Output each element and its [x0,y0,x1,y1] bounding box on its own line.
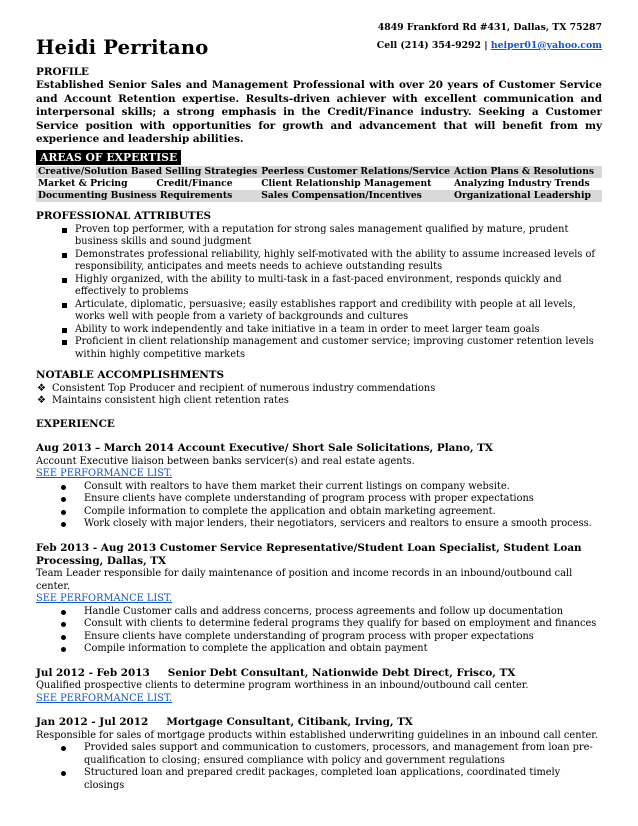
resume-page [36,14,602,792]
list-item: Consult with realtors to have them market their current listings on company website. [36,481,602,494]
list-item: Compile information to complete the application and obtain marketing agreement. [36,506,602,519]
square-bullet-icon [62,328,67,333]
round-bullet-icon [61,510,66,515]
round-bullet-icon [61,746,66,751]
expertise-row [36,166,602,178]
job-description: Account Executive liaison between banks servicer(s) and real estate agents. [36,455,415,467]
email-link[interactable]: heiper01@yahoo.com [490,40,602,51]
job-entry [36,716,602,792]
round-bullet-icon [61,771,66,776]
expertise-table [36,166,602,202]
expertise-cell: Analyzing Industry Trends [454,178,590,190]
job-entry [36,442,602,530]
square-bullet-icon [62,278,67,283]
job-description: Qualified prospective clients to determine program worthiness in an inbound/outbound call center. [36,680,529,692]
job-title: Aug 2013 – March 2014 Account Executive/ Short Sale Solicitations, Plano, TX [36,442,493,455]
round-bullet-icon [61,647,66,652]
square-bullet-icon [62,303,67,308]
job-entry [36,667,602,705]
list-item: Structured loan and prepared credit packages, completed loan applications, coordinated timely closings [36,767,602,792]
job-bullets [36,742,602,792]
square-bullet-icon [62,253,67,258]
round-bullet-icon [61,522,66,527]
square-bullet-icon [62,340,67,345]
square-bullet-icon [62,228,67,233]
expertise-cell: Organizational Leadership [452,190,602,202]
list-item: Provided sales support and communication to customers, processors, and management from loan pre-qualification to closing; ensured compliance with policy and government regulations [36,742,602,767]
expertise-heading: AREAS OF EXPERTISE [36,150,181,165]
job-description: Responsible for sales of mortgage products within established underwriting guidelines in an inbound call center. [36,729,598,741]
expertise-row [36,178,602,190]
list-item: Highly organized, with the ability to multi-task in a fast-paced environment, responds quickly and effectively to problems [36,274,602,299]
experience-heading: EXPERIENCE [36,417,115,430]
round-bullet-icon [61,485,66,490]
accomplishments-heading: NOTABLE ACCOMPLISHMENTS [36,369,225,382]
performance-list-link[interactable]: SEE PERFORMANCE LIST. [36,468,173,480]
address: 4849 Frankford Rd #431, Dallas, TX 75287 [377,22,602,33]
phone-email-line [377,37,602,55]
expertise-cell: Creative/Solution Based Selling Strategies [38,166,258,178]
list-item: Ensure clients have complete understanding of program process with proper expectations [36,493,602,506]
round-bullet-icon [61,635,66,640]
list-item: Ability to work independently and take initiative in a team in order to meet larger team goals [36,324,602,337]
job-bullets [36,481,602,531]
list-item: Proven top performer, with a reputation for strong sales management qualified by mature, prudent business skills and sound judgment [36,224,602,249]
expertise-row [36,190,602,202]
profile-heading: PROFILE [36,66,89,78]
list-item: Compile information to complete the application and obtain payment [36,643,602,656]
job-title: Jan 2012 - Jul 2012 Mortgage Consultant, Citibank, Irving, TX [36,716,413,729]
accomplishments-list [36,383,602,408]
profile-text: Established Senior Sales and Management Professional with over 20 years of Customer Service and Account Retention expertise. Results-driven achiever with excellent communication and interpersonal skills; a strong emphasis in the Credit/Finance industry. Seeking a Customer Service position with opportunities for growth and advancement that will benefit from my experience and leadership abilities. [36,79,602,146]
performance-list-link[interactable]: SEE PERFORMANCE LIST. [36,692,173,704]
attributes-list [36,224,602,362]
job-entry [36,542,602,656]
list-item: Work closely with major lenders, their negotiators, servicers and realtors to ensure a smooth process. [36,518,602,531]
performance-list-link[interactable]: SEE PERFORMANCE LIST. [36,593,173,605]
attributes-heading: PROFESSIONAL ATTRIBUTES [36,210,212,223]
round-bullet-icon [61,622,66,627]
expertise-cell: Sales Compensation/Incentives [259,190,452,202]
job-description: Team Leader responsible for daily maintenance of position and income records in an inbound/outbound call center. [36,568,573,592]
list-item: Consult with clients to determine federal programs they qualify for based on employment and finances [36,618,602,631]
list-item: Demonstrates professional reliability, highly self-motivated with the ability to assume increased levels of responsibility, anticipates and meets needs to achieve outstanding results [36,249,602,274]
candidate-name: Heidi Perritano [36,36,209,59]
job-bullets [36,606,602,656]
list-item: Articulate, diplomatic, persuasive; easily establishes rapport and credibility with people at all levels, works well with people from a variety of backgrounds and cultures [36,299,602,324]
expertise-cell: Action Plans & Resolutions [452,166,602,178]
diamond-bullet-icon: ❖ [37,395,46,407]
contact-block [377,19,602,55]
round-bullet-icon [61,610,66,615]
expertise-cell: Market & Pricing Credit/Finance [38,178,233,190]
list-item: ❖ Consistent Top Producer and recipient of numerous industry commendations [37,382,436,394]
list-item: ❖ Maintains consistent high client retention rates [37,395,289,407]
phone: Cell (214) 354-9292 | [376,40,488,51]
diamond-bullet-icon: ❖ [37,382,46,394]
expertise-cell: Documenting Business Requirements [36,190,259,202]
job-title: Jul 2012 - Feb 2013 Senior Debt Consultant, Nationwide Debt Direct, Frisco, TX [36,666,516,679]
expertise-cell: Client Relationship Management [261,178,432,190]
list-item: Handle Customer calls and address concerns, process agreements and follow up documentation [36,606,602,619]
job-title: Feb 2013 - Aug 2013 Customer Service Representative/Student Loan Specialist, Student Loan Processing, Dallas, TX [36,541,582,567]
list-item: Ensure clients have complete understanding of program process with proper expectations [36,631,602,644]
list-item: Proficient in client relationship management and customer service; improving customer retention levels within highly competitive markets [36,336,602,361]
resume-header [36,14,602,60]
expertise-cell: Peerless Customer Relations/Service [261,166,451,178]
round-bullet-icon [61,497,66,502]
